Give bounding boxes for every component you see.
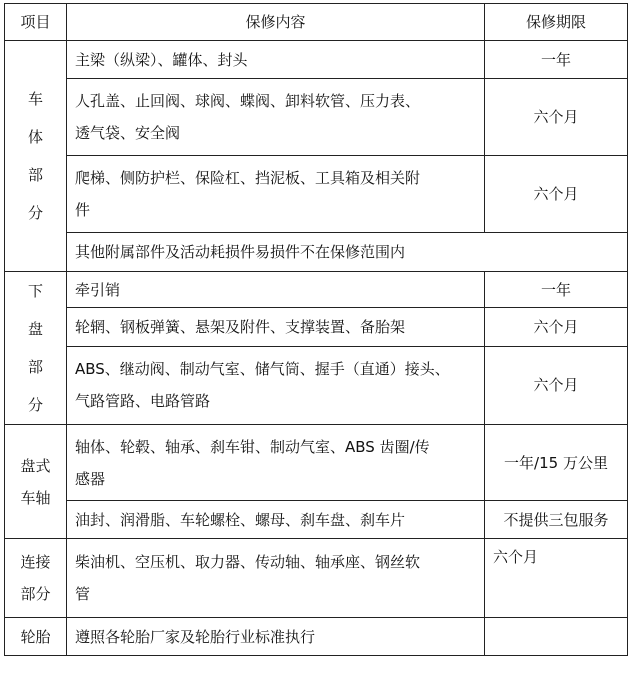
- table-row: [5, 346, 628, 424]
- table-row: [5, 618, 628, 656]
- table-row: [5, 425, 628, 501]
- warranty-table: [4, 3, 628, 656]
- section-label-connect: 连接 部分: [5, 539, 67, 618]
- header-period: 保修期限: [485, 4, 628, 41]
- row-period: 一年/15 万公里: [485, 425, 628, 501]
- header-content: 保修内容: [67, 4, 485, 41]
- row-content: 主梁（纵梁）、罐体、封头: [67, 41, 485, 79]
- row-content: 轴体、轮毂、轴承、刹车钳、制动气室、ABS 齿圈/传 感器: [67, 425, 485, 501]
- row-period: 六个月: [485, 79, 628, 156]
- row-period: 不提供三包服务: [485, 501, 628, 539]
- table-row: [5, 79, 628, 156]
- row-period: 一年: [485, 41, 628, 79]
- row-period: 一年: [485, 272, 628, 308]
- row-content: 轮辋、钢板弹簧、悬架及附件、支撑装置、备胎架: [67, 308, 485, 347]
- row-content: 柴油机、空压机、取力器、传动轴、轴承座、钢丝软 管: [67, 539, 485, 618]
- section-label-axle: 盘式 车轴: [5, 425, 67, 539]
- table-row: [5, 156, 628, 233]
- table-row: [5, 308, 628, 347]
- row-content: ABS、继动阀、制动气室、储气筒、握手（直通）接头、 气路管路、电路管路: [67, 346, 485, 424]
- row-content: 爬梯、侧防护栏、保险杠、挡泥板、工具箱及相关附 件: [67, 156, 485, 233]
- table-row: [5, 501, 628, 539]
- header-row: [5, 4, 628, 41]
- section-label-tire: 轮胎: [5, 618, 67, 656]
- section-label-body: 车 体 部 分: [5, 41, 67, 272]
- table-row: [5, 41, 628, 79]
- row-content: 油封、润滑脂、车轮螺栓、螺母、刹车盘、刹车片: [67, 501, 485, 539]
- table-row: [5, 233, 628, 272]
- table-row: [5, 272, 628, 308]
- header-item: 项目: [5, 4, 67, 41]
- row-period: [485, 618, 628, 656]
- row-period: 六个月: [485, 156, 628, 233]
- table-row: [5, 539, 628, 618]
- row-content: 牵引销: [67, 272, 485, 308]
- row-content: 其他附属部件及活动耗损件易损件不在保修范围内: [67, 233, 628, 272]
- row-content: 遵照各轮胎厂家及轮胎行业标准执行: [67, 618, 485, 656]
- row-content: 人孔盖、止回阀、球阀、蝶阀、卸料软管、压力表、 透气袋、安全阀: [67, 79, 485, 156]
- row-period: 六个月: [485, 346, 628, 424]
- section-label-chassis: 下 盘 部 分: [5, 272, 67, 425]
- row-period: 六个月: [485, 308, 628, 347]
- row-period: 六个月: [485, 539, 628, 618]
